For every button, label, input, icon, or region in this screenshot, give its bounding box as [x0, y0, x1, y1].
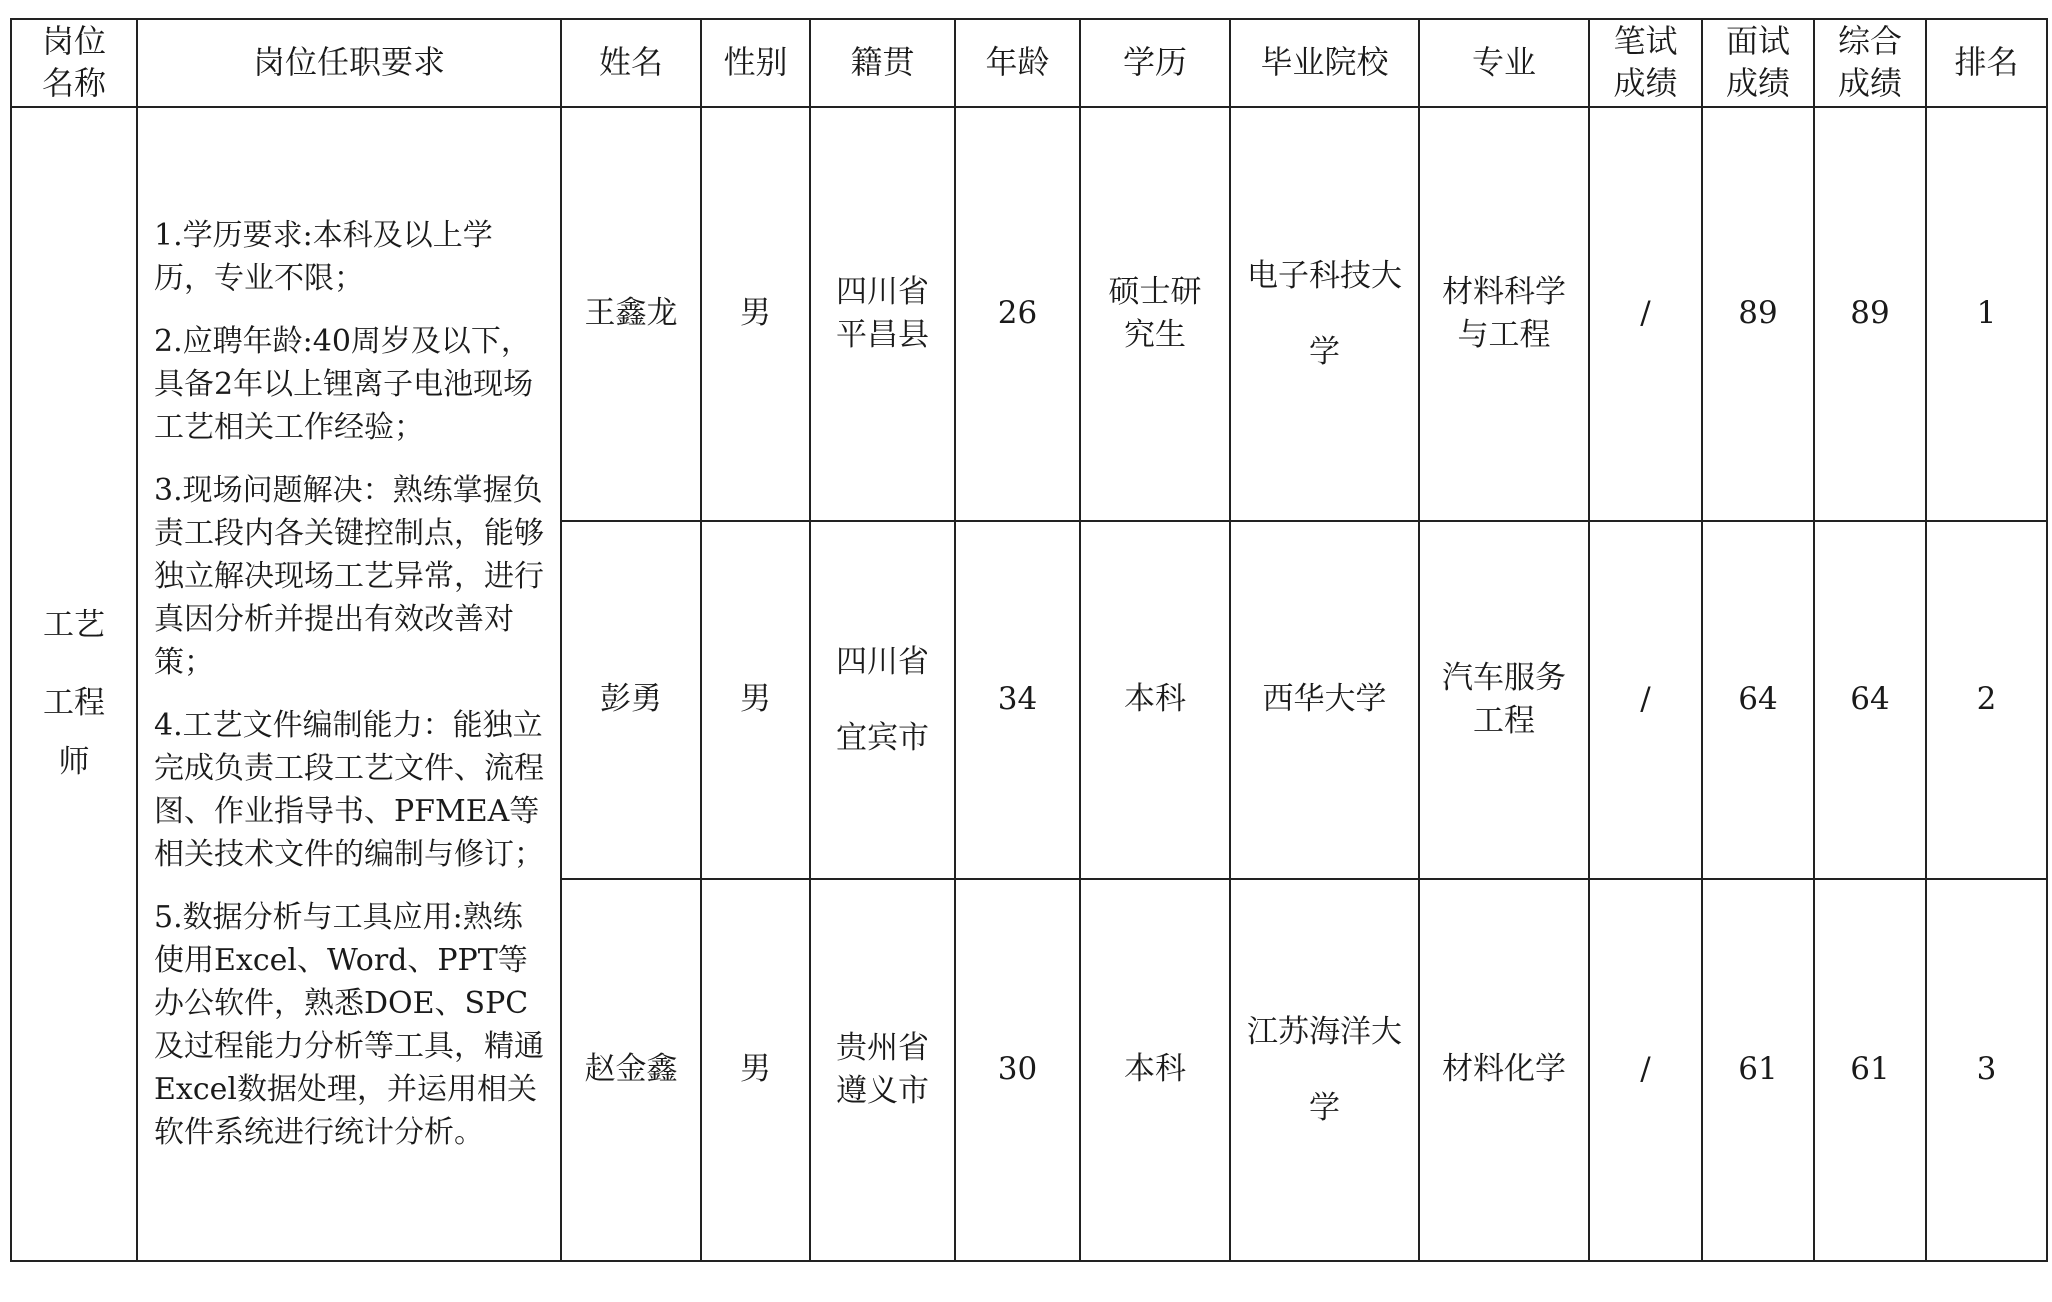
candidate-written-score: / [1589, 107, 1702, 521]
header-origin: 籍贯 [810, 19, 955, 107]
requirement-item: 1.学历要求:本科及以上学历，专业不限； [154, 218, 493, 296]
candidate-gender: 男 [701, 521, 810, 879]
position-cell [11, 107, 137, 1261]
header-school: 毕业院校 [1230, 19, 1419, 107]
candidate-interview-score: 89 [1702, 107, 1814, 521]
candidate-school: 江苏海洋大学 [1230, 879, 1419, 1261]
candidate-school: 西华大学 [1230, 521, 1419, 879]
requirement-item: 4.工艺文件编制能力：能独立完成负责工段工艺文件、流程图、作业指导书、PFMEA等相关技术文件的编制与修订； [154, 708, 544, 872]
candidate-origin: 四川省宜宾市 [810, 521, 955, 879]
position-line-3: 师 [58, 744, 90, 780]
position-line-1: 工艺 [43, 607, 105, 643]
table-row [11, 107, 2047, 521]
header-total-line-2: 成绩 [1837, 64, 1902, 102]
header-total-score [1814, 19, 1926, 107]
header-interview-line-2: 成绩 [1725, 64, 1790, 102]
header-gender: 性别 [701, 19, 810, 107]
header-position-line-1: 岗位 [41, 22, 106, 61]
header-written-line-2: 成绩 [1613, 64, 1678, 102]
candidate-rank: 3 [1926, 879, 2047, 1261]
candidate-name: 赵金鑫 [561, 879, 701, 1261]
candidate-education: 本科 [1080, 879, 1230, 1261]
candidate-written-score: / [1589, 521, 1702, 879]
candidate-name: 彭勇 [561, 521, 701, 879]
candidate-origin: 四川省平昌县 [810, 107, 955, 521]
candidate-rank: 1 [1926, 107, 2047, 521]
header-total-line-1: 综合 [1837, 22, 1902, 61]
candidate-rank: 2 [1926, 521, 2047, 879]
header-education: 学历 [1080, 19, 1230, 107]
candidate-total-score: 61 [1814, 879, 1926, 1261]
position-line-2: 工程 [43, 685, 105, 721]
candidate-age: 34 [955, 521, 1080, 879]
header-position-line-2: 名称 [41, 64, 106, 102]
candidate-interview-score: 64 [1702, 521, 1814, 879]
header-interview-line-1: 面试 [1725, 22, 1790, 61]
candidate-major: 材料化学 [1419, 879, 1589, 1261]
candidate-age: 26 [955, 107, 1080, 521]
candidate-origin: 贵州省遵义市 [810, 879, 955, 1261]
candidate-school: 电子科技大学 [1230, 107, 1419, 521]
candidate-age: 30 [955, 879, 1080, 1261]
header-major: 专业 [1419, 19, 1589, 107]
header-interview-score [1702, 19, 1814, 107]
candidate-total-score: 89 [1814, 107, 1926, 521]
header-requirements: 岗位任职要求 [137, 19, 561, 107]
header-age: 年龄 [955, 19, 1080, 107]
candidate-education: 本科 [1080, 521, 1230, 879]
requirement-item: 5.数据分析与工具应用:熟练使用Excel、Word、PPT等办公软件，熟悉DOE、SPC及过程能力分析等工具，精通Excel数据处理，并运用相关软件系统进行统计分析。 [154, 900, 544, 1150]
header-name: 姓名 [561, 19, 701, 107]
requirement-item: 2.应聘年龄:40周岁及以下，具备2年以上锂离子电池现场工艺相关工作经验； [154, 324, 534, 445]
header-written-line-1: 笔试 [1613, 22, 1678, 61]
candidate-written-score: / [1589, 879, 1702, 1261]
candidate-gender: 男 [701, 107, 810, 521]
candidate-total-score: 64 [1814, 521, 1926, 879]
header-position [11, 19, 137, 107]
requirements-cell [137, 107, 561, 1261]
candidate-major: 材料科学与工程 [1419, 107, 1589, 521]
candidate-interview-score: 61 [1702, 879, 1814, 1261]
recruitment-results-table [10, 18, 2048, 1262]
candidate-name: 王鑫龙 [561, 107, 701, 521]
candidate-gender: 男 [701, 879, 810, 1261]
header-row [11, 19, 2047, 107]
header-written-score [1589, 19, 1702, 107]
candidate-education: 硕士研究生 [1080, 107, 1230, 521]
requirement-item: 3.现场问题解决：熟练掌握负责工段内各关键控制点，能够独立解决现场工艺异常，进行真因分析并提出有效改善对策； [154, 473, 544, 680]
header-rank: 排名 [1926, 19, 2047, 107]
candidate-major: 汽车服务工程 [1419, 521, 1589, 879]
